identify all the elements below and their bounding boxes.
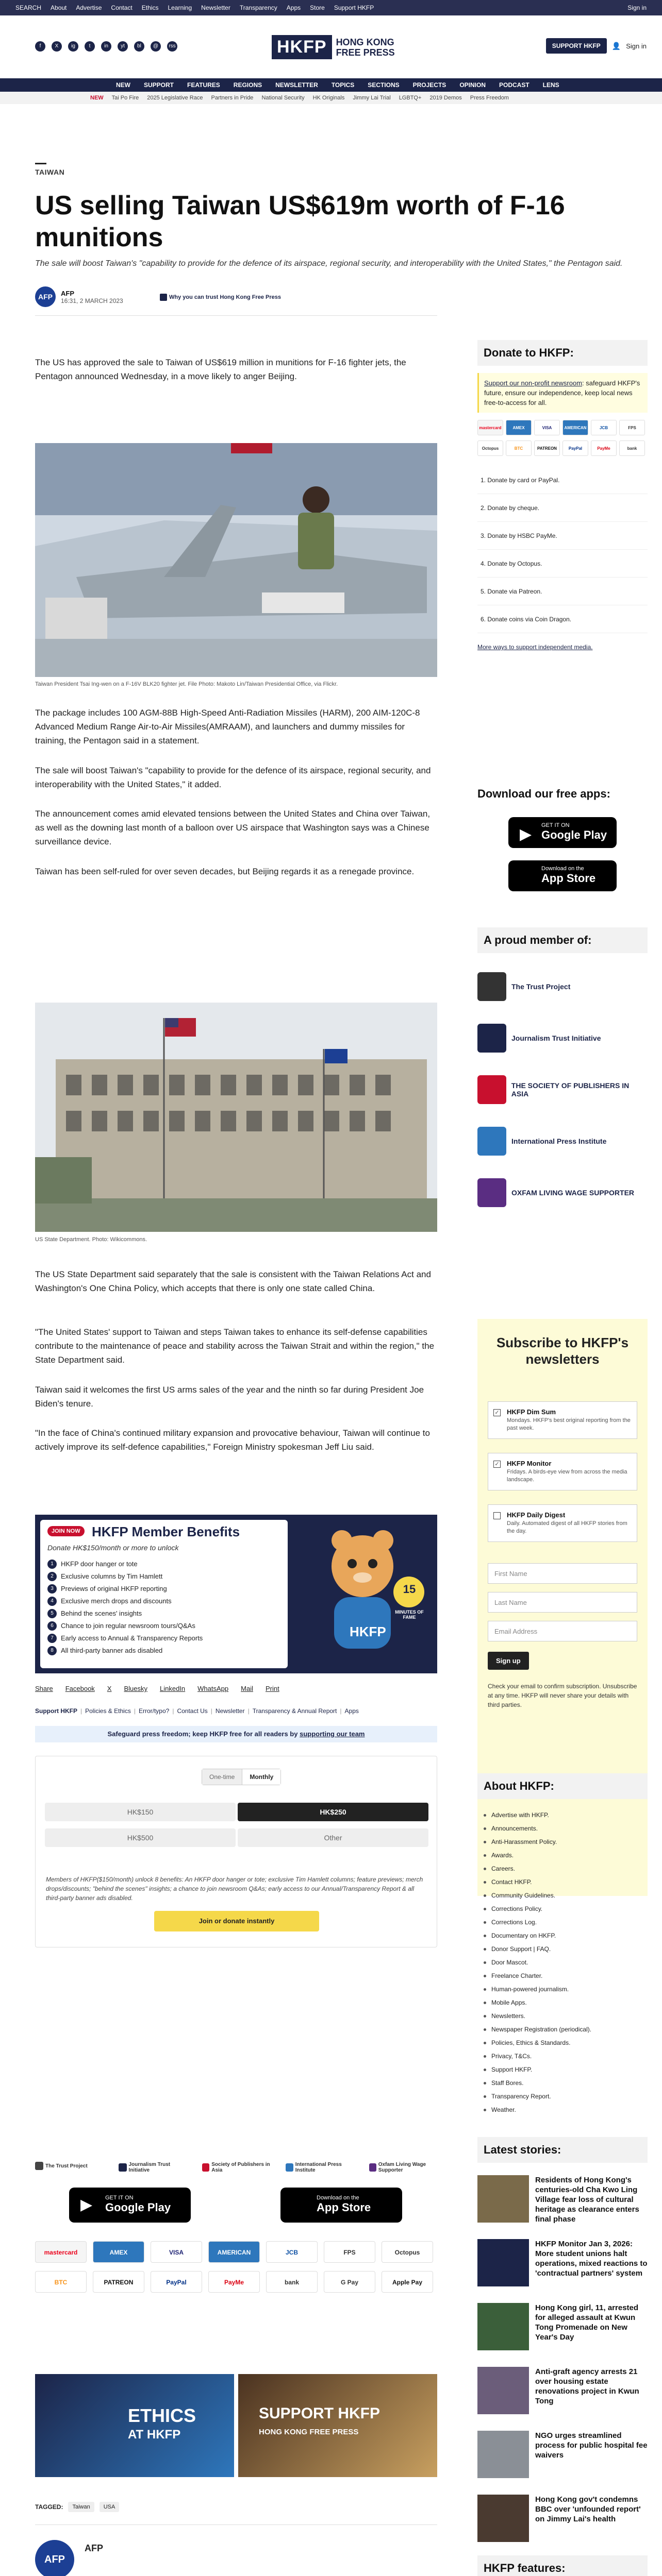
nav-item-1[interactable]: SUPPORT: [144, 81, 174, 89]
nav-item-6[interactable]: SECTIONS: [368, 81, 400, 89]
badge-label: MINUTES OF FAME: [395, 1609, 424, 1620]
sidebar-payment-logos: [477, 420, 648, 461]
donate-method-0[interactable]: 1. Donate by card or PayPal.: [477, 466, 648, 494]
payment-logo-2: VISA: [151, 2241, 202, 2263]
trending-link-4[interactable]: HK Originals: [312, 95, 345, 101]
member-logo-1[interactable]: Journalism Trust Initiative: [477, 1020, 648, 1056]
link-separator: |: [172, 1707, 174, 1715]
trending-link-8[interactable]: Press Freedom: [470, 95, 509, 101]
bullet-icon: [484, 2109, 486, 2111]
sidebar-payment-logo-9: PayPal: [562, 440, 588, 456]
sidebar-payment-logo-8: PATREON: [534, 440, 560, 456]
state-department-photo-illustration: [35, 1003, 437, 1232]
benefit-number: 4: [47, 1597, 57, 1606]
photo-caption-1: Taiwan President Tsai Ing-wen on a F-16V BLK20 fighter jet. File Photo: Makoto Lin/Taiwan Presidential Office, via Flickr.: [35, 681, 338, 687]
payment-logo-6: Octopus: [382, 2241, 433, 2263]
footer-link-6[interactable]: Apps: [344, 1707, 359, 1715]
about-link-22[interactable]: Weather.: [484, 2103, 649, 2116]
account-icon[interactable]: 👤: [611, 41, 621, 50]
utility-link-10[interactable]: Support HKFP: [334, 4, 374, 11]
partner-mark-icon: [35, 2162, 43, 2170]
latest-story-1[interactable]: HKFP Monitor Jan 3, 2026: More student unions halt operations, mixed reactions to 'contractual partners' system: [477, 2239, 648, 2296]
payment-logo-7: BTC: [35, 2271, 87, 2293]
promo-ethics-title: ETHICS: [128, 2405, 196, 2426]
amount-other[interactable]: Other: [238, 1828, 428, 1847]
app-store-badge[interactable]: Download on the App Store: [280, 2188, 402, 2223]
member-mark-icon: [477, 1127, 506, 1156]
badge-number: 15: [403, 1583, 416, 1596]
support-promo[interactable]: [238, 2374, 437, 2477]
apps-heading: Download our free apps:: [477, 787, 610, 800]
about-link-8[interactable]: Corrections Log.: [484, 1916, 649, 1929]
sidebar-payment-logo-4: JCB: [591, 420, 617, 435]
benefit-number: 7: [47, 1634, 57, 1643]
about-link-7[interactable]: Corrections Policy.: [484, 1902, 649, 1916]
partner-mark-icon: [202, 2163, 209, 2172]
nav-item-8[interactable]: OPINION: [459, 81, 486, 89]
social-icon-8[interactable]: rss: [167, 41, 177, 52]
last-name-input[interactable]: Last Name: [488, 1592, 637, 1613]
about-link-20[interactable]: Staff Bores.: [484, 2076, 649, 2090]
features-heading: HKFP features:: [477, 2555, 648, 2576]
bullet-icon: [484, 2042, 486, 2044]
promo-support-sub: HONG KONG FREE PRESS: [259, 2428, 359, 2436]
google-play-badge[interactable]: ▶ GET IT ON Google Play: [69, 2188, 191, 2223]
payment-logo-8: PATREON: [93, 2271, 144, 2293]
one-time-tab[interactable]: One-time: [202, 1769, 242, 1785]
latest-thumbnail: [477, 2495, 529, 2542]
link-separator: |: [247, 1707, 250, 1715]
paragraph-2: The package includes 100 AGM-88B High-Speed Anti-Radiation Missiles (HARM), 200 AIM-120C-8 Advanced Medium Range Air-to-Air Missiles(AMRAAM), and launchers and dummy missiles for training, the Pentagon said in a statement.: [35, 708, 420, 745]
link-separator: |: [134, 1707, 136, 1715]
donation-widget: [35, 1756, 437, 1947]
partner-mark-icon: [119, 2163, 127, 2172]
partner-logo-1[interactable]: Journalism Trust Initiative: [119, 2162, 191, 2173]
benefit-number: 8: [47, 1646, 57, 1655]
benefits-subtitle: Donate HK$150/month or more to unlock: [47, 1544, 179, 1552]
bullet-icon: [484, 1975, 486, 1977]
payment-logo-9: PayPal: [151, 2271, 202, 2293]
trending-link-6[interactable]: LGBTQ+: [399, 95, 422, 101]
member-mark-icon: [477, 1024, 506, 1053]
promo-ethics-sub: AT HKFP: [128, 2428, 181, 2442]
about-link-11[interactable]: Door Mascot.: [484, 1956, 649, 1969]
payment-logo-0: mastercard: [35, 2241, 87, 2263]
social-icon-7[interactable]: @: [151, 41, 161, 52]
sidebar-google-play[interactable]: ▶ GET IT ON Google Play: [508, 817, 617, 848]
tag-1[interactable]: USA: [100, 2502, 120, 2512]
donate-method-2[interactable]: 3. Donate by HSBC PayMe.: [477, 522, 648, 550]
partner-mark-icon: [369, 2163, 376, 2172]
utility-link-3[interactable]: Contact: [111, 4, 133, 11]
latest-thumbnail: [477, 2367, 529, 2414]
utility-link-6[interactable]: Newsletter: [201, 4, 230, 11]
footer-link-4[interactable]: Newsletter: [215, 1707, 245, 1715]
more-ways-link[interactable]: More ways to support independent media.: [477, 643, 593, 651]
checkbox-checked-icon[interactable]: ✓: [493, 1461, 501, 1468]
first-name-input[interactable]: First Name: [488, 1563, 637, 1584]
amount-250[interactable]: HK$250: [238, 1803, 428, 1821]
about-link-9[interactable]: Documentary on HKFP.: [484, 1929, 649, 1942]
newsletter-heading: Subscribe to HKFP's newsletters: [496, 1335, 629, 1367]
latest-thumbnail: [477, 2175, 529, 2223]
social-icon-6[interactable]: bl: [134, 41, 144, 52]
bullet-icon: [484, 2028, 486, 2031]
member-logo-2[interactable]: THE SOCIETY OF PUBLISHERS IN ASIA: [477, 1072, 648, 1108]
sidebar-payment-logo-6: Octopus: [477, 440, 503, 456]
nav-item-3[interactable]: REGIONS: [233, 81, 262, 89]
bullet-icon: [484, 1988, 486, 1991]
paragraph-4: The announcement comes amid elevated tensions between the United States and China over Taiwan, as well as the downing last month of a balloon over US airspace that Washington says was a Chinese surveillance device.: [35, 809, 431, 846]
social-icon-3[interactable]: t: [85, 41, 95, 52]
donate-heading: Donate to HKFP:: [477, 340, 648, 366]
donate-method-1[interactable]: 2. Donate by cheque.: [477, 494, 648, 522]
bullet-icon: [484, 1881, 486, 1884]
bullet-icon: [484, 2082, 486, 2084]
benefit-number: 1: [47, 1560, 57, 1569]
trending-link-1[interactable]: 2025 Legislative Race: [147, 95, 203, 101]
daily-digest-option[interactable]: HKFP Daily Digest Daily. Automated digest of all HKFP stories from the day.: [488, 1504, 637, 1542]
benefit-number: 6: [47, 1621, 57, 1631]
about-link-15[interactable]: Newsletters.: [484, 2009, 649, 2023]
latest-thumbnail: [477, 2431, 529, 2478]
footer-link-5[interactable]: Transparency & Annual Report: [252, 1707, 337, 1715]
header-sign-in[interactable]: Sign in: [626, 42, 647, 50]
latest-thumbnail: [477, 2239, 529, 2286]
social-icon-0[interactable]: f: [35, 41, 45, 52]
bullet-icon: [484, 1961, 486, 1964]
trending-new-label: NEW: [90, 95, 104, 101]
partner-logo-2[interactable]: Society of Publishers in Asia: [202, 2162, 274, 2173]
payment-logo-1: AMEX: [93, 2241, 144, 2263]
footer-links-row: [35, 1707, 359, 1715]
trending-link-0[interactable]: Tai Po Fire: [111, 95, 139, 101]
share-0: Share: [35, 1685, 53, 1692]
email-input[interactable]: Email Address: [488, 1621, 637, 1641]
benefits-list: [47, 1558, 274, 1657]
link-separator: |: [210, 1707, 212, 1715]
latest-story-4[interactable]: NGO urges streamlined process for public hospital fee waivers: [477, 2431, 648, 2487]
member-logo-3[interactable]: International Press Institute: [477, 1123, 648, 1159]
bullet-icon: [484, 1908, 486, 1910]
social-icons: [35, 41, 177, 52]
sign-up-button[interactable]: Sign up: [488, 1652, 529, 1670]
about-link-16[interactable]: Newspaper Registration (periodical).: [484, 2023, 649, 2036]
sidebar-payment-logo-10: PayMe: [591, 440, 617, 456]
about-list: [484, 1808, 649, 2116]
publish-date: 16:31, 2 MARCH 2023: [61, 297, 123, 304]
bullet-icon: [484, 1854, 486, 1857]
latest-story-2[interactable]: Hong Kong girl, 11, arrested for alleged assault at Kwun Tong Promenade on New Year's Day: [477, 2303, 648, 2360]
checkbox-empty-icon[interactable]: [493, 1512, 501, 1519]
site-logo[interactable]: [272, 35, 395, 59]
share-2[interactable]: X: [107, 1685, 112, 1692]
afp-avatar[interactable]: AFP: [35, 2540, 74, 2576]
share-4[interactable]: LinkedIn: [160, 1685, 186, 1692]
about-link-21[interactable]: Transparency Report.: [484, 2090, 649, 2103]
bullet-icon: [484, 2015, 486, 2018]
bullet-icon: [484, 1921, 486, 1924]
about-link-3[interactable]: Awards.: [484, 1849, 649, 1862]
trending-bar: [0, 92, 662, 104]
payment-logo-5: FPS: [324, 2241, 375, 2263]
utility-link-2[interactable]: Advertise: [76, 4, 102, 11]
author-name[interactable]: AFP: [61, 289, 74, 297]
paragraph-8: Taiwan said it welcomes the first US arms sales of the year and the ninth so far during President Joe Biden's tenure.: [35, 1385, 424, 1409]
bullet-icon: [484, 1894, 486, 1897]
partner-logo-3[interactable]: International Press Institute: [286, 2162, 358, 2173]
logo-box: HKFP: [272, 35, 332, 59]
article-title: US selling Taiwan US$619m worth of F-16 munitions: [35, 191, 565, 252]
trending-link-5[interactable]: Jimmy Lai Trial: [353, 95, 391, 101]
benefit-number: 3: [47, 1584, 57, 1594]
benefit-item: 7 Early access to Annual & Transparency Reports: [47, 1632, 274, 1645]
sidebar-payment-logo-7: BTC: [506, 440, 532, 456]
bullet-icon: [484, 1935, 486, 1937]
donate-method-3[interactable]: 4. Donate by Octopus.: [477, 550, 648, 578]
donate-method-4[interactable]: 5. Donate via Patreon.: [477, 578, 648, 605]
safeguard-banner: Safeguard press freedom; keep HKFP free for all readers by supporting our team: [35, 1726, 437, 1742]
paragraph-6: The US State Department said separately that the sale is consistent with the Taiwan Relations Act and Washington's One China Policy, which accepts that there is only one state called China.: [35, 1269, 431, 1293]
latest-heading: Latest stories:: [477, 2137, 648, 2163]
logo-line-2: FREE PRESS: [336, 47, 395, 58]
trending-link-7[interactable]: 2019 Demos: [429, 95, 462, 101]
benefit-item: 4 Exclusive merch drops and discounts: [47, 1595, 274, 1607]
share-5[interactable]: WhatsApp: [197, 1685, 229, 1692]
join-now-badge[interactable]: JOIN NOW: [47, 1526, 85, 1536]
nav-item-4[interactable]: NEWSLETTER: [275, 81, 318, 89]
nav-item-5[interactable]: TOPICS: [331, 81, 355, 89]
article-excerpt: The sale will boost Taiwan's "capability to provide for the defence of its airspace, regional security, and interoperability with the United States," the Pentagon said.: [35, 259, 623, 268]
share-6[interactable]: Mail: [241, 1685, 253, 1692]
about-link-17[interactable]: Policies, Ethics & Standards.: [484, 2036, 649, 2049]
bullet-icon: [484, 1827, 486, 1830]
donate-sidebar: Donate to HKFP: Support our non-profit newsroom: safeguard HKFP's future, ensure our independence, keep local news free-to-access for all. mastercard AMEX VISA AMERICAN JCB FPS Octopus BTC PATREON PayPal PayMe bank 1. Donate by card or PayPal. 2. Donate by cheque. 3. Donate by HSBC PayMe. 4. Donate by Octopus. 5. Donate via Patreon. 6. Donate coins via Coin Dragon. More ways to support independent media.: [477, 340, 648, 651]
article-photo-state-dept[interactable]: [35, 1003, 437, 1232]
join-donate-button[interactable]: Join or donate instantly: [154, 1911, 319, 1931]
play-icon: ▶: [520, 826, 532, 843]
checkbox-checked-icon[interactable]: ✓: [493, 1409, 501, 1416]
share-7[interactable]: Print: [265, 1685, 279, 1692]
utility-bar: [0, 0, 662, 15]
payment-logo-13: Apple Pay: [382, 2271, 433, 2293]
about-link-0[interactable]: Advertise with HKFP.: [484, 1808, 649, 1822]
bullet-icon: [484, 2055, 486, 2058]
about-link-13[interactable]: Human-powered journalism.: [484, 1982, 649, 1996]
latest-story-3[interactable]: Anti-graft agency arrests 21 over housing estate renovations project in Kwun Tong: [477, 2367, 648, 2424]
trending-link-2[interactable]: Partners in Pride: [211, 95, 254, 101]
f16-photo-illustration: [35, 443, 437, 677]
member-mark-icon: [477, 1178, 506, 1207]
divider: [35, 2524, 437, 2525]
partner-mark-icon: [286, 2163, 293, 2172]
about-link-4[interactable]: Careers.: [484, 1862, 649, 1875]
social-icon-5[interactable]: yt: [118, 41, 128, 52]
member-logo-4[interactable]: OXFAM LIVING WAGE SUPPORTER: [477, 1175, 648, 1211]
bullet-icon: [484, 1814, 486, 1817]
photo-caption-2: US State Department. Photo: Wikicommons.: [35, 1236, 147, 1243]
article-photo-f16[interactable]: [35, 443, 437, 677]
footer-link-3[interactable]: Contact Us: [177, 1707, 208, 1715]
tag-0[interactable]: Taiwan: [68, 2502, 94, 2512]
link-separator: |: [80, 1707, 82, 1715]
bullet-icon: [484, 1948, 486, 1951]
about-link-14[interactable]: Mobile Apps.: [484, 1996, 649, 2009]
payment-logo-3: AMERICAN: [208, 2241, 260, 2263]
site-header: [0, 15, 662, 78]
about-link-19[interactable]: Support HKFP.: [484, 2063, 649, 2076]
benefit-item: 2 Exclusive columns by Tim Hamlett: [47, 1570, 274, 1583]
dim-sum-option[interactable]: ✓ HKFP Dim Sum Mondays. HKFP's best original reporting from the past week.: [488, 1401, 637, 1439]
ethics-promo[interactable]: [35, 2374, 234, 2477]
link-separator: |: [340, 1707, 342, 1715]
utility-link-9[interactable]: Store: [310, 4, 325, 11]
utility-link-5[interactable]: Learning: [168, 4, 192, 11]
payment-logo-4: JCB: [266, 2241, 318, 2263]
paragraph-1: The US has approved the sale to Taiwan of US$619 million in munitions for F-16 fighter jets, the Pentagon announced Wednesday, in a move likely to anger Beijing.: [35, 358, 406, 381]
footer-link-1[interactable]: Policies & Ethics: [85, 1707, 131, 1715]
nonprofit-link[interactable]: Support our non-profit newsroom: [484, 379, 583, 387]
nav-item-10[interactable]: LENS: [542, 81, 559, 89]
member-mark-icon: [477, 972, 506, 1001]
benefit-number: 5: [47, 1609, 57, 1618]
footer-link-0[interactable]: Support HKFP: [35, 1707, 77, 1715]
sidebar-app-store[interactable]: Download on the App Store: [508, 860, 617, 891]
nav-item-7[interactable]: PROJECTS: [412, 81, 446, 89]
donate-method-5[interactable]: 6. Donate coins via Coin Dragon.: [477, 605, 648, 633]
byline: [35, 286, 123, 307]
sidebar-payment-logo-0: mastercard: [477, 420, 503, 435]
utility-link-4[interactable]: Ethics: [141, 4, 159, 11]
main-nav: [0, 78, 662, 92]
about-heading: About HKFP:: [477, 1773, 648, 1799]
latest-thumbnail: [477, 2303, 529, 2350]
nav-item-2[interactable]: FEATURES: [187, 81, 220, 89]
footer-link-2[interactable]: Error/typo?: [138, 1707, 170, 1715]
social-icon-2[interactable]: ig: [68, 41, 78, 52]
bullet-icon: [484, 2002, 486, 2004]
nav-item-0[interactable]: NEW: [116, 81, 130, 89]
support-hkfp-button[interactable]: SUPPORT HKFP: [546, 38, 607, 54]
share-1[interactable]: Facebook: [65, 1685, 95, 1692]
share-3[interactable]: Bluesky: [124, 1685, 147, 1692]
bullet-icon: [484, 1868, 486, 1870]
paragraph-7: "The United States' support to Taiwan and steps Taiwan takes to enhance its self-defense capabilities contribute to the maintenance of peace and stability across the Taiwan Strait and within the region," the State Department said.: [35, 1327, 435, 1365]
member-heading: A proud member of:: [477, 927, 648, 953]
about-link-18[interactable]: Privacy, T&Cs.: [484, 2049, 649, 2063]
sign-in-link[interactable]: Sign in: [627, 4, 647, 11]
shield-icon: [160, 294, 167, 301]
support-team-link[interactable]: supporting our team: [300, 1730, 365, 1738]
social-icon-4[interactable]: in: [101, 41, 111, 52]
newsletter-note: Check your email to confirm subscription. Unsubscribe at any time. HKFP will never share your details with third parties.: [488, 1683, 637, 1708]
sidebar-payment-logo-11: bank: [619, 440, 645, 456]
partner-logo-4[interactable]: Oxfam Living Wage Supporter: [369, 2162, 441, 2173]
promo-support-title: SUPPORT HKFP: [259, 2405, 380, 2422]
about-link-2[interactable]: Anti-Harassment Policy.: [484, 1835, 649, 1849]
amount-150[interactable]: HK$150: [45, 1803, 236, 1821]
member-benefits-banner[interactable]: [35, 1515, 437, 1673]
benefit-number: 2: [47, 1572, 57, 1581]
trending-link-3[interactable]: National Security: [261, 95, 305, 101]
monitor-option[interactable]: ✓ HKFP Monitor Fridays. A birds-eye view from across the media landscape.: [488, 1453, 637, 1490]
latest-story-0[interactable]: Residents of Hong Kong's centuries-old Cha Kwo Ling Village fear loss of cultural heritage as clearance enters final phase: [477, 2175, 648, 2232]
author-avatar[interactable]: AFP: [35, 286, 56, 307]
benefit-item: 3 Previews of original HKFP reporting: [47, 1583, 274, 1595]
benefit-item: 1 HKFP door hanger or tote: [47, 1558, 274, 1570]
sidebar-payment-logo-3: AMERICAN: [562, 420, 588, 435]
trust-link[interactable]: Why you can trust Hong Kong Free Press: [160, 294, 281, 301]
paragraph-5: Taiwan has been self-ruled for over seven decades, but Beijing regards it as a renegade province.: [35, 867, 415, 876]
topic-rule: [35, 163, 46, 164]
monthly-tab[interactable]: Monthly: [242, 1769, 280, 1785]
utility-link-7[interactable]: Transparency: [239, 4, 277, 11]
sidebar-payment-logo-5: FPS: [619, 420, 645, 435]
sidebar-payment-logo-1: AMEX: [506, 420, 532, 435]
partner-logo-0[interactable]: The Trust Project: [35, 2162, 107, 2170]
utility-link-0[interactable]: SEARCH: [15, 4, 42, 11]
member-logo-0[interactable]: The Trust Project: [477, 969, 648, 1005]
payment-logo-11: bank: [266, 2271, 318, 2293]
tags-row: TAGGED: Taiwan USA: [35, 2502, 119, 2512]
benefit-item: 5 Behind the scenes' insights: [47, 1607, 274, 1620]
paragraph-9: "In the face of China's continued military expansion and provocative behaviour, Taiwan will continue to actively improve its self-defence capabilities," Foreign Ministry spokesman Jeff Liu said.: [35, 1428, 430, 1452]
bullet-icon: [484, 1841, 486, 1843]
afp-name[interactable]: AFP: [85, 2543, 103, 2553]
utility-link-1[interactable]: About: [51, 4, 67, 11]
about-link-5[interactable]: Contact HKFP.: [484, 1875, 649, 1889]
logo-line-1: HONG KONG: [336, 37, 394, 47]
about-link-1[interactable]: Announcements.: [484, 1822, 649, 1835]
bullet-icon: [484, 2069, 486, 2071]
benefit-item: 6 Chance to join regular newsroom tours/Q&As: [47, 1620, 274, 1632]
member-mark-icon: [477, 1075, 506, 1104]
paragraph-3: The sale will boost Taiwan's "capability to provide for the defence of its airspace, regional security, and interoperability with the United States," it added.: [35, 766, 431, 789]
frequency-toggle: [202, 1769, 281, 1785]
about-link-12[interactable]: Freelance Charter.: [484, 1969, 649, 1982]
amount-500[interactable]: HK$500: [45, 1828, 236, 1847]
share-row: [35, 1685, 279, 1692]
benefits-title: HKFP Member Benefits: [92, 1524, 240, 1539]
latest-story-5[interactable]: Hong Kong gov't condemns BBC over 'unfounded report' on Jimmy Lai's health: [477, 2495, 648, 2551]
payment-logo-10: PayMe: [208, 2271, 260, 2293]
bullet-icon: [484, 2095, 486, 2098]
divider: [35, 315, 437, 316]
payment-logo-12: G Pay: [324, 2271, 375, 2293]
donation-note: Members of HKFP($150/month) unlock 8 benefits: An HKFP door hanger or tote; exclusive Tim Hamlett columns; feature previews; merch drops/discounts; "behind the scenes" insights; a chance to join newsroom Q&As; early access to our Annual/Transparency Report & all third-party banner ads disabled.: [46, 1876, 423, 1902]
sidebar-payment-logo-2: VISA: [534, 420, 560, 435]
about-link-6[interactable]: Community Guidelines.: [484, 1889, 649, 1902]
benefit-item: 8 All third-party banner ads disabled: [47, 1645, 274, 1657]
about-link-10[interactable]: Donor Support | FAQ.: [484, 1942, 649, 1956]
article-topic[interactable]: TAIWAN: [35, 168, 65, 176]
mascot-logo: HKFP: [350, 1624, 386, 1639]
nav-item-9[interactable]: PODCAST: [499, 81, 529, 89]
play-icon: ▶: [80, 2196, 93, 2213]
utility-link-8[interactable]: Apps: [286, 4, 301, 11]
social-icon-1[interactable]: X: [52, 41, 62, 52]
